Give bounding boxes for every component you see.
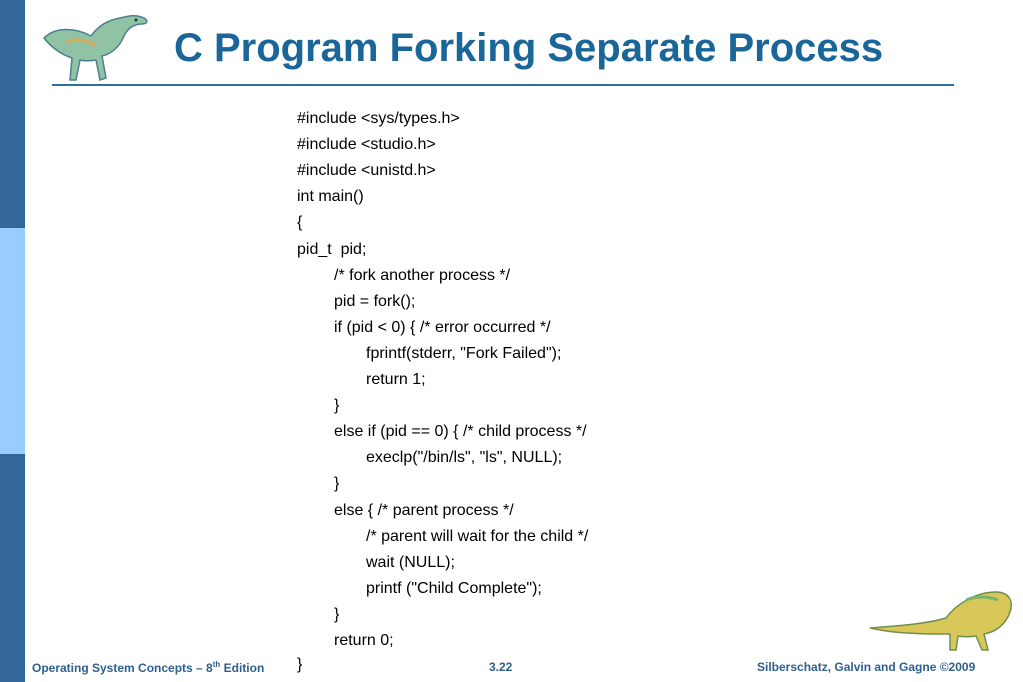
- sidebar-middle-band: [0, 228, 25, 454]
- sidebar-top-band: [0, 0, 25, 228]
- dinosaur-logo-icon: [36, 6, 154, 86]
- footer-copyright: Silberschatz, Galvin and Gagne ©2009: [757, 660, 976, 674]
- sidebar-decoration: [0, 0, 25, 682]
- footer-book-suffix: Edition: [220, 661, 265, 675]
- code-line: #include <sys/types.h>: [297, 110, 460, 127]
- footer-page-number: 3.22: [489, 660, 513, 674]
- code-line: execlp("/bin/ls", "ls", NULL);: [366, 449, 563, 467]
- code-line: return 1;: [366, 371, 426, 388]
- footer-book-title: [32, 660, 264, 675]
- code-line: /* parent will wait for the child */: [366, 527, 589, 545]
- code-line: printf ("Child Complete");: [366, 579, 542, 597]
- code-line: /* fork another process */: [334, 266, 511, 284]
- footer-book-prefix: Operating System Concepts – 8: [32, 661, 213, 675]
- sidebar-bottom-band: [0, 454, 25, 682]
- code-line: wait (NULL);: [366, 553, 455, 571]
- code-line: #include <studio.h>: [297, 136, 436, 154]
- code-line: return 0;: [334, 632, 394, 649]
- footer-book-sup: th: [212, 660, 221, 669]
- code-line: }: [334, 397, 340, 415]
- code-line: }: [334, 605, 340, 623]
- title-divider: [52, 84, 954, 86]
- code-line: if (pid < 0) { /* error occurred */: [334, 318, 551, 336]
- code-line: pid_t pid;: [297, 240, 367, 258]
- dinosaur-decoration-icon: [866, 582, 1016, 652]
- page-title: C Program Forking Separate Process: [174, 26, 884, 70]
- code-line: int main(): [297, 188, 364, 206]
- code-closing-brace: }: [297, 656, 303, 673]
- code-line: {: [297, 214, 303, 232]
- code-line: pid = fork();: [334, 292, 416, 310]
- code-line: else if (pid == 0) { /* child process */: [334, 423, 587, 441]
- code-line: #include <unistd.h>: [297, 162, 436, 180]
- code-line: fprintf(stderr, "Fork Failed");: [366, 344, 562, 362]
- code-line: }: [334, 475, 340, 493]
- code-line: else { /* parent process */: [334, 501, 514, 519]
